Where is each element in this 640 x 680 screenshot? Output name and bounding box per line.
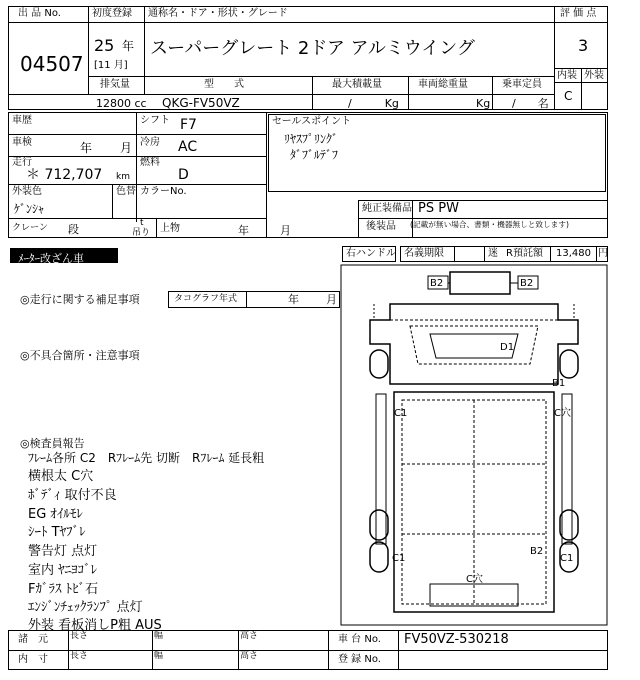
inspection-label: 車検 (12, 137, 32, 148)
rhd-label: 右ハンドル (346, 248, 396, 259)
crane-label: クレーン (12, 223, 48, 233)
sales-point-2: ﾀﾞﾌﾞﾙﾃﾞﾌ (290, 148, 339, 162)
max-load-value: / Kg (348, 97, 399, 110)
capacity-label: 乗車定員 (502, 79, 542, 90)
report-line-3: ﾎﾞﾃﾞｨ 取付不良 (28, 488, 117, 503)
shift-value: F7 (180, 117, 197, 133)
report-line-7: 室内 ﾔﾆﾖｺﾞﾚ (28, 563, 98, 578)
mark-c-hole-right: C穴 (554, 408, 571, 419)
inspection-month: 月 (120, 141, 133, 155)
inspector-label: ◎検査員報告 (20, 437, 85, 450)
ac-value: AC (178, 139, 198, 155)
mileage-value: ＊ 712,707 (26, 167, 103, 183)
car-name: スーパーグレート 2ドア アルミウイング (150, 38, 475, 59)
mileage-label: 走行 (12, 157, 32, 168)
gross-weight-value: Kg (476, 97, 491, 110)
aftermarket-label: 後装品 (366, 221, 396, 232)
mark-b2-left: B2 (430, 278, 444, 289)
reg-month: [11 月] (94, 60, 128, 71)
report-line-9: ｴﾝｼﾞﾝﾁｪｯｸﾗﾝﾌﾟ 点灯 (28, 600, 143, 615)
auction-sheet (8, 6, 608, 670)
fuel-value: D (178, 167, 189, 183)
dim-width-label: 幅 (154, 651, 164, 661)
defects-label: ◎不具合箇所・注意事項 (20, 349, 140, 362)
truck-damage-diagram (340, 264, 608, 626)
mark-c1-left: C1 (394, 408, 408, 419)
ext-color-label: 外装色 (12, 186, 42, 197)
capacity-value: / 名 (512, 97, 549, 110)
dim-height-label: 高さ (240, 651, 259, 661)
mark-d1: D1 (500, 342, 515, 353)
crane-upper-label: 上物 (160, 223, 180, 234)
reg-year: 25 (94, 36, 115, 55)
chassis-no: FV50VZ-530218 (404, 632, 509, 647)
history-label: 車歴 (12, 115, 32, 126)
report-line-5: ｼｰﾄ Tﾔﾌﾞﾚ (28, 525, 86, 540)
crane-ton: t (140, 218, 144, 228)
aftermarket-note: (記載が無い場合、書類・機器無しと致します) (410, 221, 569, 230)
color-no-label: カラーNo. (140, 186, 187, 197)
color-change-label: 色替 (116, 186, 136, 197)
std-equip-label: 純正装備品 (362, 203, 412, 214)
mark-b2-bottom-right: B2 (530, 546, 544, 557)
ext-color-value: ｹﾞﾝｼｬ (14, 202, 45, 216)
report-line-10: 外装 看板消しP粗 AUS (28, 618, 162, 633)
spec-height-label: 高さ (240, 631, 259, 641)
spec-width-label: 幅 (154, 631, 164, 641)
sales-point-1: ﾘﾔｽﾌﾟﾘﾝｸﾞ (284, 132, 339, 146)
displacement-label: 排気量 (100, 79, 130, 90)
yen-label: 円 (598, 248, 608, 259)
crane-steps: 段 (68, 223, 79, 236)
car-name-label: 通称名・ドア・形状・グレード (148, 8, 288, 19)
tacho-month: 月 (326, 293, 337, 306)
mark-b2-right: B2 (520, 278, 534, 289)
spec-label: 諸 元 (18, 634, 48, 645)
report-line-2: 横根太 C穴 (28, 469, 94, 484)
mileage-unit: km (116, 172, 130, 182)
supplement-label: ◎走行に関する補足事項 (20, 293, 140, 306)
report-line-8: Fｶﾞﾗｽ ﾄﾋﾞ石 (28, 582, 99, 597)
interior-label: 内装 (557, 70, 577, 81)
odometer-tampered-banner: ﾒｰﾀｰ改ざん車 (10, 248, 118, 263)
mark-c1-bottom-right: C1 (560, 553, 574, 564)
tacho-label: タコグラフ年式 (174, 294, 238, 304)
inspection-year: 年 (80, 141, 93, 155)
reg-no-label: 登 録 No. (338, 654, 381, 665)
tacho-year: 年 (288, 293, 299, 306)
lot-number: 04507 (20, 52, 84, 76)
ac-label: 冷房 (140, 137, 160, 148)
report-line-4: EG ｵｲﾙﾓﾚ (28, 507, 83, 522)
dim-length-label: 長さ (70, 651, 89, 661)
score-value: 3 (578, 36, 589, 55)
report-line-6: 警告灯 点灯 (28, 544, 98, 559)
report-line-1: ﾌﾚｰﾑ各所 C2 Rﾌﾚｰﾑ先 切断 Rﾌﾚｰﾑ 延長粗 (28, 451, 265, 465)
mileage-pre-label: 迷 (488, 248, 498, 259)
model-label: 型 式 (204, 79, 244, 90)
crane-upper-month: 月 (280, 224, 291, 237)
gross-weight-label: 車両総重量 (418, 79, 468, 90)
mark-c1-bottom-left: C1 (392, 553, 406, 564)
std-equip-value: PS PW (418, 201, 459, 216)
r-deposit-label: R預託額 (506, 248, 543, 259)
crane-hoist: 吊り (132, 228, 151, 238)
chassis-label: 車 台 No. (338, 634, 381, 645)
first-reg-label: 初度登録 (92, 8, 132, 19)
interior-grade: C (564, 89, 573, 103)
fuel-label: 燃料 (140, 157, 160, 168)
exterior-label: 外装 (584, 70, 604, 81)
interior-dim-label: 内 寸 (18, 654, 48, 665)
mark-c-hole-bottom: C穴 (466, 574, 483, 585)
shift-label: シフト (140, 115, 170, 126)
spec-length-label: 長さ (70, 631, 89, 641)
mark-b1: B1 (552, 378, 566, 389)
r-deposit-value: 13,480 (556, 248, 591, 259)
max-load-label: 最大積載量 (332, 79, 382, 90)
name-change-label: 名義期限 (404, 248, 444, 259)
crane-upper-year: 年 (238, 224, 249, 237)
score-label: 評 価 点 (560, 8, 597, 19)
lot-label: 出 品 No. (18, 8, 61, 19)
reg-year-char: 年 (122, 39, 135, 53)
displacement-value: 12800 cc (96, 97, 147, 110)
model-value: QKG-FV50VZ (162, 96, 240, 110)
sales-point-label: セールスポイント (272, 116, 352, 127)
